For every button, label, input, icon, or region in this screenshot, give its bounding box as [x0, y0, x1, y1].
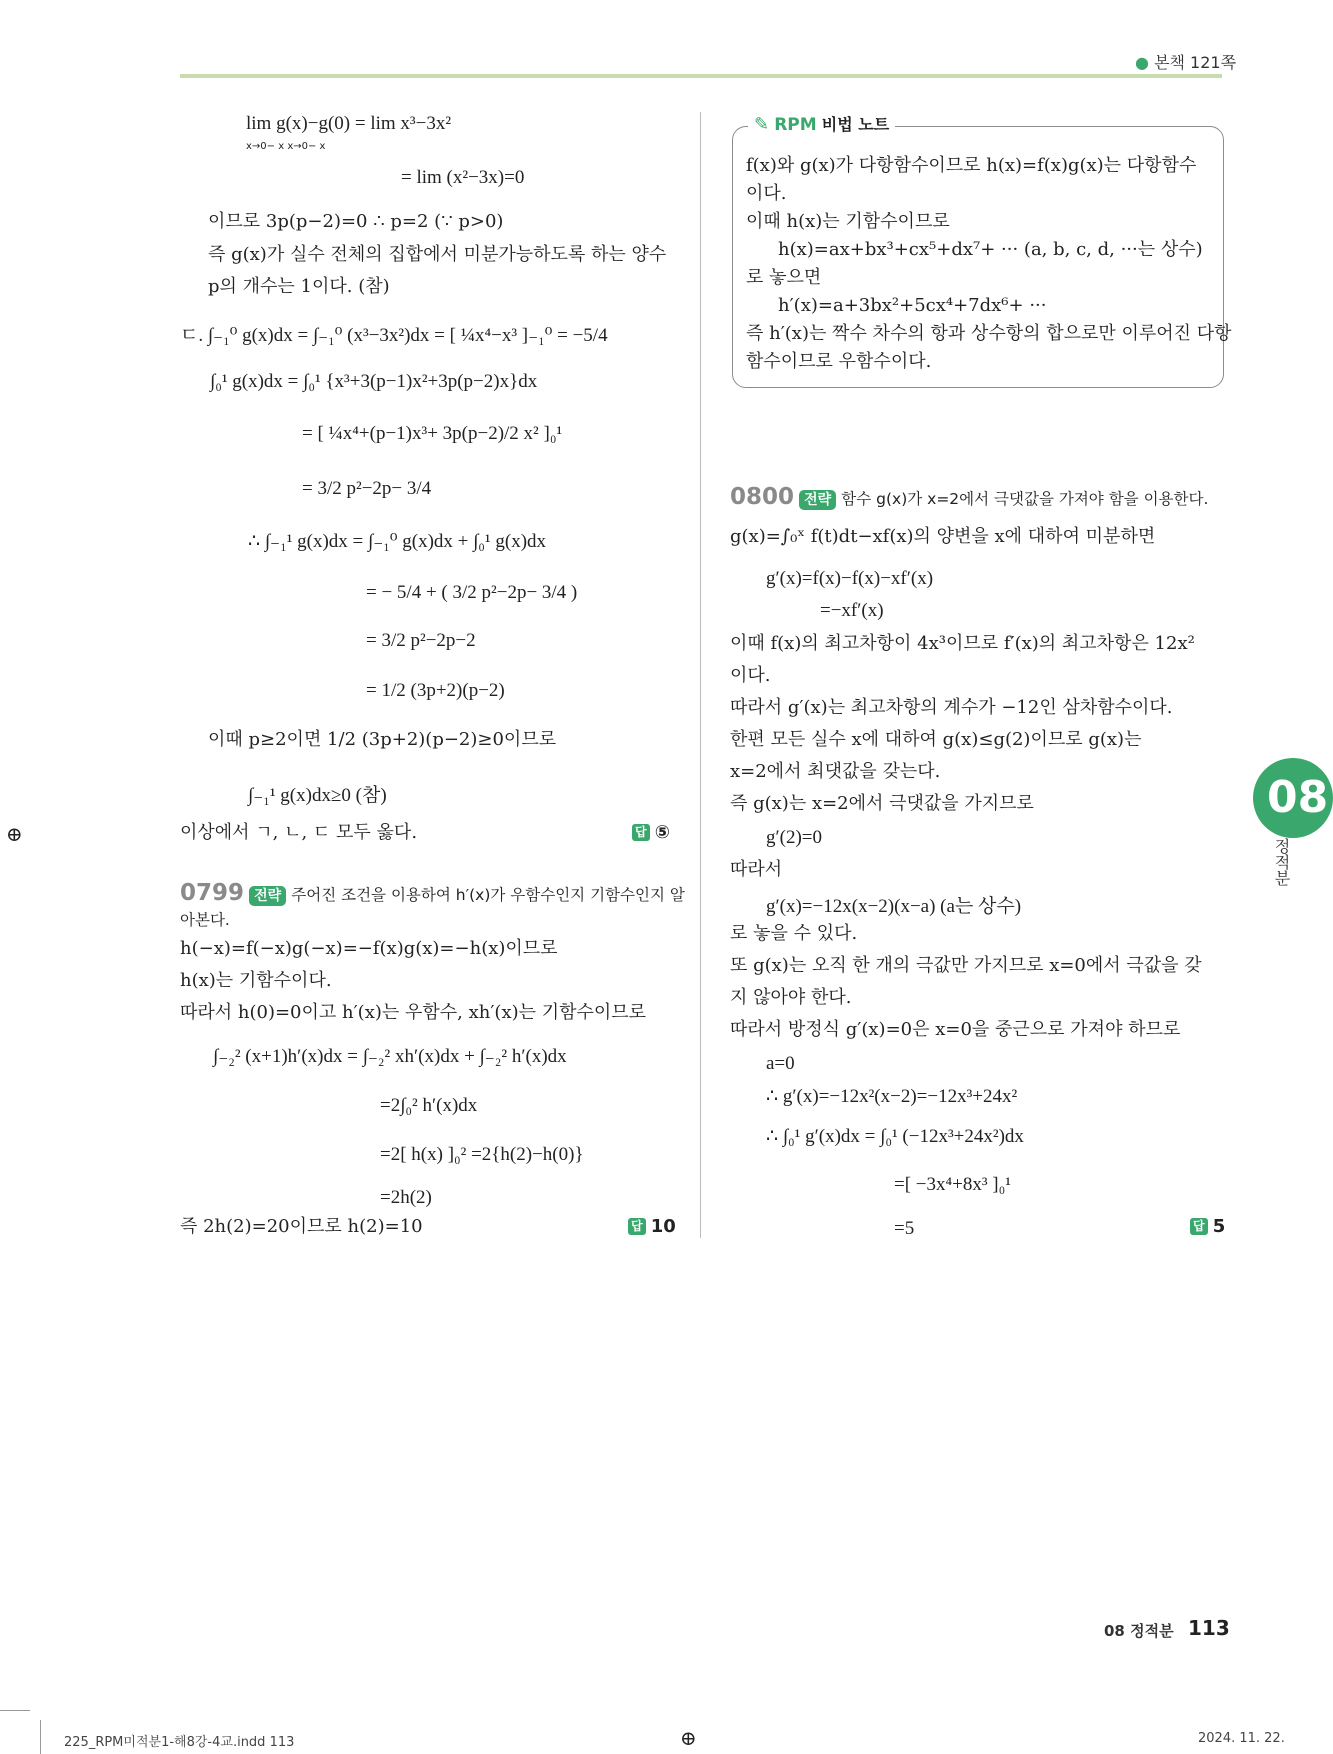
footer-page-number: 113 — [1188, 1616, 1230, 1640]
sol-0800-20: =[ −3x⁴+8x³ ]₀¹ — [894, 1174, 1011, 1195]
rpm-note-title — [748, 112, 895, 135]
answer-label: 답 — [628, 1218, 646, 1235]
footer-crop-line — [0, 1710, 30, 1711]
sol-0800-2: g′(x)=f(x)−f(x)−xf′(x) — [766, 568, 934, 589]
left-line-1: lim g(x)−g(0) = lim x³−3x² — [246, 113, 452, 134]
sol-0799-4: ∫₋₂² (x+1)h′(x)dx = ∫₋₂² xh′(x)dx + ∫₋₂² h′(x)dx — [213, 1046, 567, 1067]
sol-0800-1: g(x)=∫₀ˣ f(t)dt−xf(x)의 양변을 x에 대하여 미분하면 — [730, 526, 1156, 547]
problem-number: 0800 — [730, 484, 795, 510]
note-line-3: 이때 h(x)는 기함수이므로 — [746, 211, 950, 232]
left-line-8: = [ ¼x⁴+(p−1)x³+ 3p(p−2)/2 x² ]₀¹ — [302, 423, 563, 444]
left-line-6: ㄷ. ∫₋₁⁰ g(x)dx = ∫₋₁⁰ (x³−3x²)dx = [ ¼x⁴−x³ ]₋₁⁰ = −5/4 — [180, 325, 608, 346]
left-line-4: 즉 g(x)가 실수 전체의 집합에서 미분가능하도록 하는 양수 — [208, 244, 667, 265]
left-line-11: = − 5/4 + ( 3/2 p²−2p− 3/4 ) — [366, 582, 578, 603]
note-line-6: h′(x)=a+3bx²+5cx⁴+7dx⁶+ ··· — [778, 295, 1047, 316]
sol-0800-12: g′(x)=−12x(x−2)(x−a) (a는 상수) — [766, 896, 1022, 917]
sol-0800-10: g′(2)=0 — [766, 827, 823, 848]
note-line-7: 즉 h′(x)는 짝수 차수의 항과 상수항의 합으로만 이루어진 다항 — [746, 323, 1232, 344]
sol-0800-15: 지 않아야 한다. — [730, 987, 852, 1008]
sol-0799-2: h(x)는 기함수이다. — [180, 970, 332, 991]
note-title-rpm: RPM — [774, 115, 817, 135]
footer-file: 225_RPM미적분1-해8강-4교.indd 113 — [64, 1735, 295, 1750]
sol-0800-9: 즉 g(x)는 x=2에서 극댓값을 가지므로 — [730, 793, 1034, 814]
left-line-14: 이때 p≥2이면 1/2 (3p+2)(p−2)≥0이므로 — [208, 729, 557, 750]
strategy-text: 주어진 조건을 이용하여 h′(x)가 우함수인지 기함수인지 알 — [291, 886, 685, 904]
chapter-tab-label: 정적분 — [1272, 838, 1291, 886]
note-line-1: f(x)와 g(x)가 다항함수이므로 h(x)=f(x)g(x)는 다항함수 — [746, 155, 1197, 176]
left-line-12: = 3/2 p²−2p−2 — [366, 630, 476, 651]
note-line-5: 로 놓으면 — [746, 267, 822, 288]
left-line-9: = 3/2 p²−2p− 3/4 — [302, 478, 432, 499]
note-pencil-icon: ✎ — [754, 114, 770, 135]
registration-mark-icon: ⊕ — [6, 822, 23, 846]
sol-0800-8: x=2에서 최댓값을 갖는다. — [730, 761, 941, 782]
problem-0799-header — [180, 880, 685, 906]
left-line-1b: x→0− x x→0− x — [246, 141, 326, 152]
answer-value: 10 — [650, 1216, 676, 1237]
sol-0800-6: 따라서 g′(x)는 최고차항의 계수가 −12인 삼차함수이다. — [730, 697, 1173, 718]
sol-0800-4: 이때 f(x)의 최고차항이 4x³이므로 f′(x)의 최고차항은 12x² — [730, 633, 1195, 654]
note-line-2: 이다. — [746, 183, 787, 204]
problem-number: 0799 — [180, 880, 245, 906]
sol-0800-3: =−xf′(x) — [820, 600, 884, 621]
left-line-7: ∫₀¹ g(x)dx = ∫₀¹ {x³+3(p−1)x²+3p(p−2)x}dx — [210, 371, 538, 392]
strategy-text-2: 아본다. — [180, 911, 230, 929]
answer-0799 — [628, 1216, 676, 1237]
sol-0800-17: a=0 — [766, 1053, 795, 1074]
sol-0799-1: h(−x)=f(−x)g(−x)=−f(x)g(x)=−h(x)이므로 — [180, 938, 558, 959]
sol-0800-18: ∴ g′(x)=−12x²(x−2)=−12x³+24x² — [766, 1086, 1018, 1107]
strategy-badge: 전략 — [799, 490, 836, 510]
sol-0799-6: =2[ h(x) ]₀² =2{h(2)−h(0)} — [380, 1144, 584, 1165]
left-line-16: 이상에서 ㄱ, ㄴ, ㄷ 모두 옳다. — [180, 822, 418, 843]
footer-crop-line-v — [40, 1720, 41, 1754]
sol-0799-8: 즉 2h(2)=20이므로 h(2)=10 — [180, 1216, 423, 1237]
note-line-8: 함수이므로 우함수이다. — [746, 351, 932, 372]
left-line-10: ∴ ∫₋₁¹ g(x)dx = ∫₋₁⁰ g(x)dx + ∫₀¹ g(x)dx — [248, 531, 547, 552]
registration-mark-icon: ⊕ — [680, 1726, 697, 1750]
column-divider — [700, 112, 701, 1238]
answer-label: 답 — [632, 824, 650, 841]
answer-0798 — [632, 822, 670, 843]
left-line-2: = lim (x²−3x)=0 — [401, 167, 525, 188]
problem-0800-header — [730, 484, 1208, 510]
strategy-text: 함수 g(x)가 x=2에서 극댓값을 가져야 함을 이용한다. — [841, 490, 1209, 508]
note-title-rest: 비법 노트 — [821, 115, 890, 134]
answer-0800 — [1190, 1216, 1225, 1237]
left-line-15: ∫₋₁¹ g(x)dx≥0 (참) — [248, 785, 387, 806]
sol-0799-5: =2∫₀² h′(x)dx — [380, 1095, 478, 1116]
left-line-3: 이므로 3p(p−2)=0 ∴ p=2 (∵ p>0) — [208, 211, 504, 232]
answer-value: ⑤ — [654, 822, 670, 843]
left-line-5: p의 개수는 1이다. (참) — [208, 276, 390, 297]
footer-chapter: 08 정적분 — [1104, 1622, 1174, 1640]
note-line-4: h(x)=ax+bx³+cx⁵+dx⁷+ ··· (a, b, c, d, ···는 상수) — [778, 239, 1203, 260]
chapter-tab[interactable] — [1253, 758, 1333, 838]
sol-0800-16: 따라서 방정식 g′(x)=0은 x=0을 중근으로 가져야 하므로 — [730, 1019, 1181, 1040]
sol-0799-7: =2h(2) — [380, 1187, 432, 1208]
bullet-icon: ● — [1135, 53, 1149, 72]
sol-0800-21: =5 — [894, 1218, 915, 1239]
sol-0800-19: ∴ ∫₀¹ g′(x)dx = ∫₀¹ (−12x³+24x²)dx — [766, 1126, 1024, 1147]
chapter-tab-number: 08 — [1267, 772, 1329, 823]
header-ref: ● 본책 121쪽 — [1135, 53, 1237, 72]
footer-date: 2024. 11. 22. — [1198, 1731, 1285, 1746]
sol-0799-3: 따라서 h(0)=0이고 h′(x)는 우함수, xh′(x)는 기함수이므로 — [180, 1002, 647, 1023]
sol-0800-7: 한편 모든 실수 x에 대하여 g(x)≤g(2)이므로 g(x)는 — [730, 729, 1142, 750]
sol-0800-14: 또 g(x)는 오직 한 개의 극값만 가지므로 x=0에서 극값을 갖 — [730, 955, 1202, 976]
header-rule — [180, 74, 1222, 78]
strategy-badge: 전략 — [249, 886, 286, 906]
left-line-13: = 1/2 (3p+2)(p−2) — [366, 680, 505, 701]
answer-label: 답 — [1190, 1218, 1208, 1235]
answer-value: 5 — [1212, 1216, 1226, 1237]
sol-0800-13: 로 놓을 수 있다. — [730, 923, 858, 944]
sol-0800-11: 따라서 — [730, 859, 783, 880]
sol-0800-5: 이다. — [730, 665, 771, 686]
